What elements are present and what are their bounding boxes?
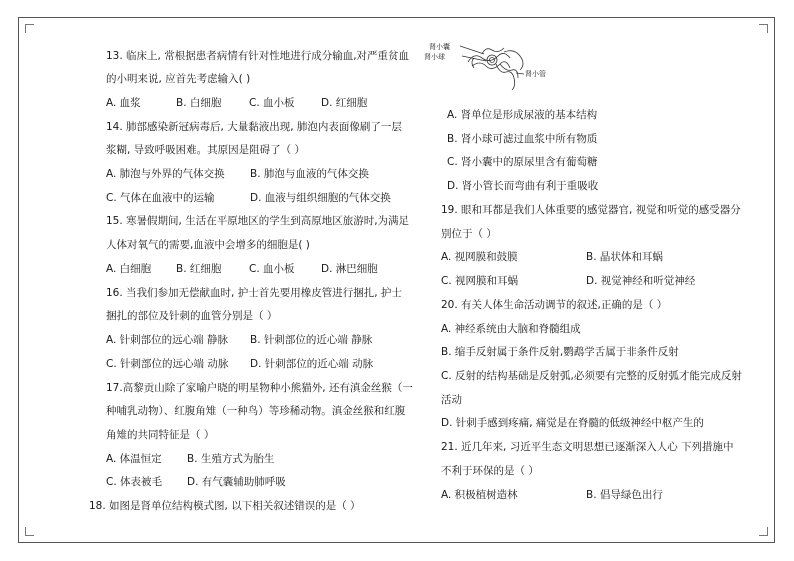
q20-option: B. 缩手反射属于条件反射,鹦鹉学舌属于非条件反射 — [441, 346, 679, 358]
q19-option: C. 视网膜和耳蜗 — [441, 275, 519, 287]
q18-option: C. 肾小囊中的原尿里含有葡萄糖 — [447, 156, 598, 168]
q15-option: C. 血小板 — [249, 263, 295, 275]
q15-option: A. 白细胞 — [106, 263, 152, 275]
q16-option: B. 针刺部位的近心端 静脉 — [250, 334, 373, 346]
q14-stem: 14. 肺部感染新冠病毒后, 大量黏液出现, 肺泡内表面像刷了一层 — [106, 121, 402, 133]
label-renal-capsule: 肾小囊 — [429, 43, 450, 51]
q19-option: B. 晶状体和耳蜗 — [586, 251, 663, 263]
q14-option: C. 气体在血液中的运输 — [106, 192, 215, 204]
q19-stem: 别位于（ ） — [441, 228, 497, 240]
q20-option: D. 针刺手感到疼痛, 痛觉是在脊髓的低级神经中枢产生的 — [441, 417, 704, 429]
label-glomerulus: 肾小球 — [424, 53, 445, 61]
q16-stem: 捆扎的部位及针刺的血管分别是（ ） — [106, 310, 278, 322]
q16-stem: 16. 当我们参加无偿献血时, 护士首先要用橡皮管进行捆扎, 护士 — [106, 287, 402, 299]
q19-option: A. 视网膜和鼓膜 — [441, 251, 518, 263]
q16-option: A. 针刺部位的远心端 静脉 — [106, 334, 229, 346]
q13-stem: 的小明来说, 应首先考虑输入( ) — [106, 73, 251, 85]
q17-stem: 种哺乳动物）、红腹角雉（一种鸟）等珍稀动物。滇金丝猴和红腹 — [106, 405, 406, 417]
corner-mark — [759, 527, 768, 536]
q14-stem: 浆糊, 导致呼吸困难。其原因是阻碍了（ ） — [106, 144, 306, 156]
label-renal-tubule: 肾小管 — [525, 70, 546, 78]
q13-stem: 13. 临床上, 常根据患者病情有针对性地进行成分输血,对严重贫血 — [106, 50, 410, 62]
q21-stem: 21. 近几年来, 习近平生态文明思想已逐渐深入人心 下列措施中 — [441, 441, 734, 453]
corner-mark — [759, 24, 768, 33]
q15-option: D. 淋巴细胞 — [321, 263, 378, 275]
q18-stem: 18. 如图是肾单位结构模式图, 以下相关叙述错误的是（ ） — [89, 500, 361, 512]
q17-option: B. 生殖方式为胎生 — [187, 453, 275, 465]
q21-option: A. 积极植树造林 — [441, 489, 518, 501]
q19-stem: 19. 眼和耳都是我们人体重要的感觉器官, 视觉和听觉的感受器分 — [441, 204, 741, 216]
q13-option: B. 白细胞 — [176, 97, 222, 109]
corner-mark — [25, 24, 34, 33]
q18-option: B. 肾小球可滤过血浆中所有物质 — [447, 133, 598, 145]
q13-option: D. 红细胞 — [321, 97, 368, 109]
q17-stem: 17.高黎贡山除了家喻户晓的明星物种小熊猫外, 还有滇金丝猴（一 — [106, 382, 413, 394]
q14-option: D. 血液与组织细胞的气体交换 — [250, 192, 391, 204]
q17-stem: 角雉的共同特征是（ ） — [106, 429, 215, 441]
q14-option: A. 肺泡与外界的气体交换 — [106, 168, 225, 180]
q16-option: D. 针刺部位的近心端 动脉 — [250, 358, 374, 370]
q21-option: B. 倡导绿色出行 — [586, 489, 663, 501]
q17-option: D. 有气囊辅助肺呼吸 — [187, 476, 286, 488]
nephron-diagram — [424, 40, 554, 90]
q15-stem: 人体对氧气的需要,血液中会增多的细胞是( ) — [106, 239, 310, 251]
q18-option: D. 肾小管长而弯曲有利于重吸收 — [447, 180, 599, 192]
corner-mark — [25, 527, 34, 536]
q13-option: A. 血浆 — [106, 97, 141, 109]
q15-option: B. 红细胞 — [176, 263, 222, 275]
q14-option: B. 肺泡与血液的气体交换 — [250, 168, 369, 180]
q15-stem: 15. 寒暑假期间, 生活在平原地区的学生到高原地区旅游时,为满足 — [106, 215, 410, 227]
q19-option: D. 视觉神经和听觉神经 — [586, 275, 696, 287]
q20-option: 活动 — [441, 394, 462, 406]
q16-option: C. 针刺部位的远心端 动脉 — [106, 358, 229, 370]
q21-stem: 不利于环保的是（ ） — [441, 465, 539, 477]
q20-stem: 20. 有关人体生命活动调节的叙述,正确的是（ ） — [441, 299, 668, 311]
q20-option: C. 反射的结构基础是反射弧,必须要有完整的反射弧才能完成反射 — [441, 370, 742, 382]
q17-option: A. 体温恒定 — [106, 453, 162, 465]
q20-option: A. 神经系统由大脑和脊髓组成 — [441, 323, 581, 335]
q17-option: C. 体表被毛 — [106, 476, 163, 488]
q13-option: C. 血小板 — [249, 97, 295, 109]
q18-option: A. 肾单位是形成尿液的基本结构 — [447, 109, 598, 121]
